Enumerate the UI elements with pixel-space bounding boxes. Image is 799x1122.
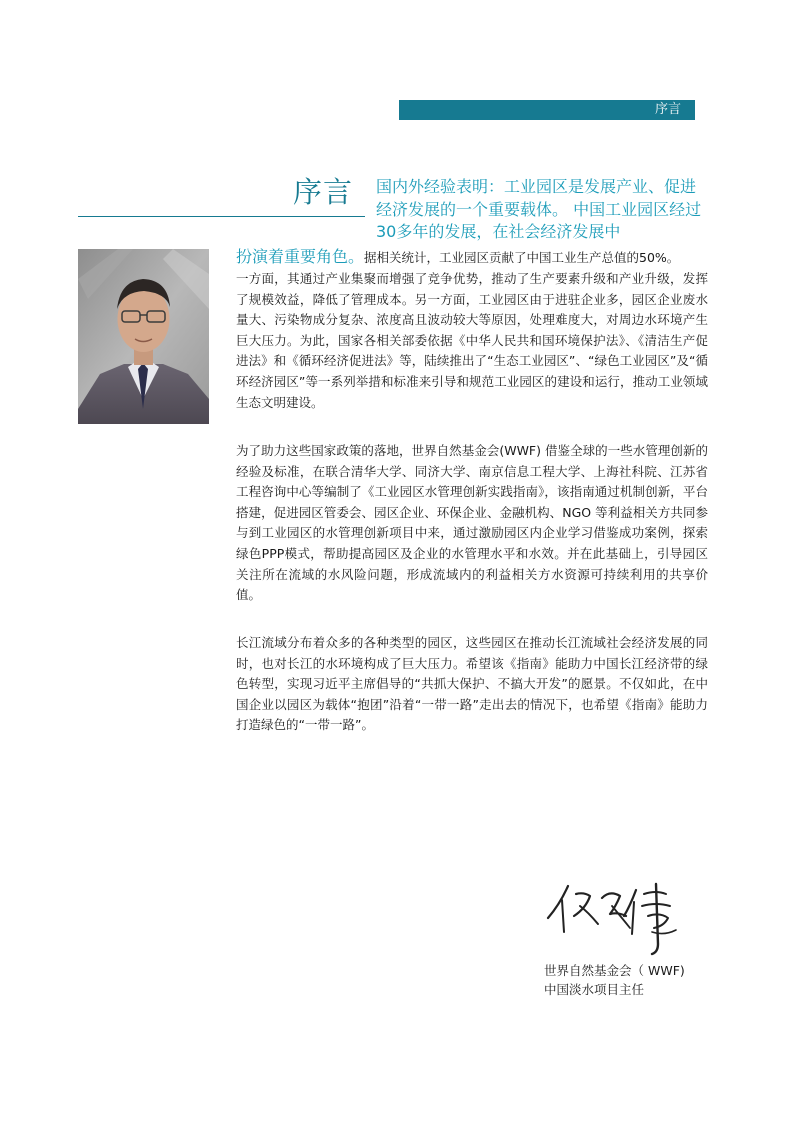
- lead-normal-tail: 据相关统计，工业园区贡献了中国工业生产总值的50%。: [364, 250, 680, 265]
- page-title: 序言: [293, 175, 354, 209]
- signatory-position: 中国淡水项目主任: [544, 982, 645, 997]
- section-header-bar: [399, 100, 695, 120]
- body-paragraph-1: 一方面，其通过产业集聚而增强了竞争优势，推动了生产要素升级和产业升级，发挥了规模效益，降低了管理成本。另一方面，工业园区由于进驻企业多，园区企业废水量大、污染物成分复杂、浓度高且波动较大等原因，处理难度大，对周边水环境产生巨大压力。为此，国家各相关部委依据《中华人民共和国环境保护法》、《清洁生产促进法》和《循环经济促进法》等，陆续推出了“生态工业园区”、“绿色工业园区”及“循环经济园区”等一系列举措和标准来引导和规范工业园区的建设和运行，推动工业领域生态文明建设。: [236, 271, 708, 410]
- lead-highlight-tail: 扮演着重要角色。: [236, 247, 365, 266]
- author-portrait: [78, 249, 209, 424]
- title-divider: [78, 216, 365, 217]
- lead-highlight: 国内外经验表明：工业园区是发展产业、促进经济发展的一个重要载体。 中国工业园区经过30多年的发展，在社会经济发展中: [376, 177, 702, 241]
- body-paragraph-3: 长江流域分布着众多的各种类型的园区，这些园区在推动长江流域社会经济发展的同时，也对长江的水环境构成了巨大压力。希望该《指南》能助力中国长江经济带的绿色转型，实现习近平主席倡导的“共抓大保护、不搞大开发”的愿景。不仅如此，在中国企业以园区为载体“抱团”沿着“一带一路”走出去的情况下，也希望《指南》能助力打造绿色的“一带一路”。: [236, 635, 708, 733]
- body-paragraph-2: 为了助力这些国家政策的落地，世界自然基金会(WWF) 借鉴全球的一些水管理创新的经验及标准，在联合清华大学、同济大学、南京信息工程大学、上海社科院、江苏省工程咨询中心等编制了《工业园区水管理创新实践指南》，该指南通过机制创新，平台搭建，促进园区管委会、园区企业、环保企业、金融机构、NGO 等利益相关方共同参与到工业园区的水管理创新项目中来，通过激励园区内企业学习借鉴成功案例，探索绿色PPP模式，帮助提高园区及企业的水管理水平和水效。并在此基础上，引导园区关注所在流域的水风险问题，形成流域内的利益相关方水资源可持续利用的共享价值。: [236, 443, 708, 603]
- lead-tail: [236, 247, 716, 269]
- handwritten-signature: [540, 872, 700, 960]
- section-header-label: 序言: [654, 102, 681, 117]
- signatory-organization: 世界自然基金会（ WWF): [544, 963, 685, 978]
